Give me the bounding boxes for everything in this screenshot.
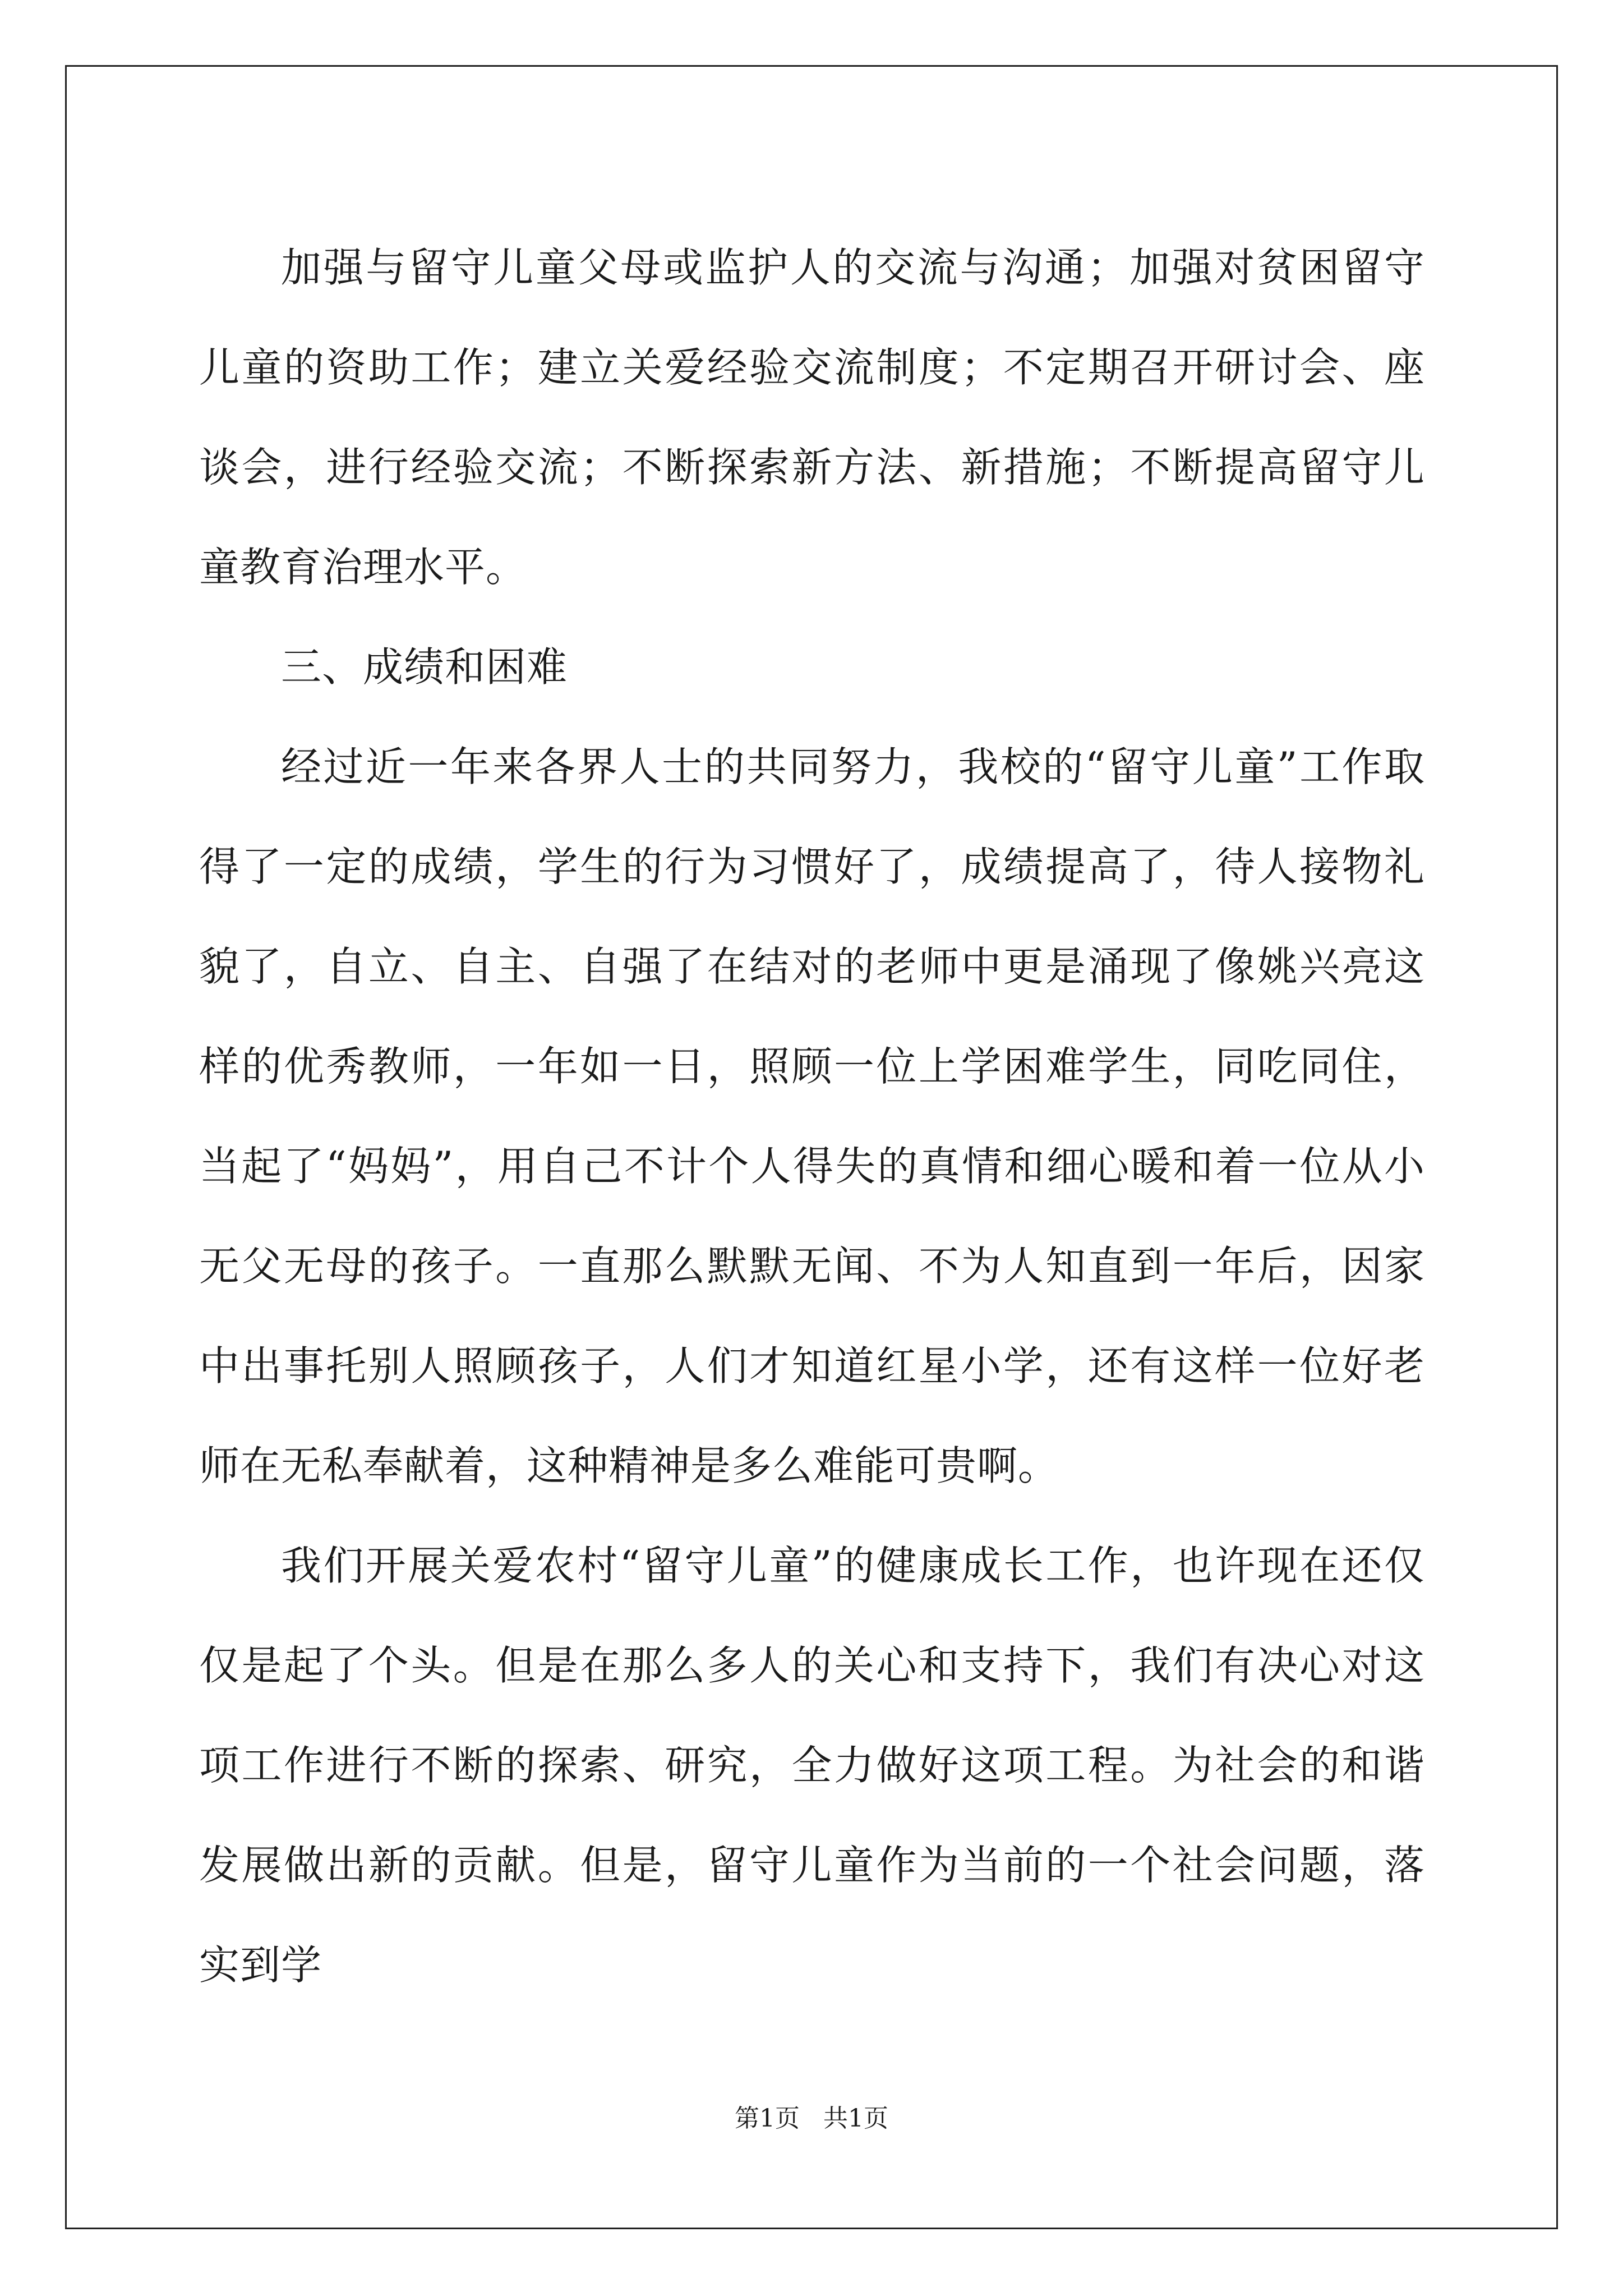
document-body — [199, 218, 1425, 2015]
paragraph-guardian-communication: 加强与留守儿童父母或监护人的交流与沟通；加强对贫困留守儿童的资助工作；建立关爱经验交流制度；不定期召开研讨会、座谈会，进行经验交流；不断探索新方法、新措施；不断提高留守儿童教育治理水平。 — [199, 244, 1425, 591]
page-footer: 第1页 共1页 — [735, 2104, 888, 2133]
paragraph-future-work: 我们开展关爱农村“留守儿童”的健康成长工作，也许现在还仅仅是起了个头。但是在那么多人的关心和支持下，我们有决心对这项工作进行不断的探索、研究，全力做好这项工程。为社会的和谐发展做出新的贡献。但是，留守儿童作为当前的一个社会问题，落实到学 — [199, 1542, 1425, 1989]
paragraph-achievements: 经过近一年来各界人士的共同努力，我校的“留守儿童”工作取得了一定的成绩，学生的行为习惯好了，成绩提高了，待人接物礼貌了，自立、自主、自强了在结对的老师中更是涌现了像姚兴亮这样的优秀教师，一年如一日，照顾一位上学困难学生，同吃同住，当起了“妈妈”，用自己不计个人得失的真情和细心暖和着一位从小无父无母的孩子。一直那么默默无闻、不为人知直到一年后，因家中出事托别人照顾孩子，人们才知道红星小学，还有这样一位好老师在无私奉献着，这种精神是多么难能可贵啊。 — [199, 743, 1425, 1489]
section-heading-achievements: 三、成绩和困难 — [281, 643, 568, 691]
